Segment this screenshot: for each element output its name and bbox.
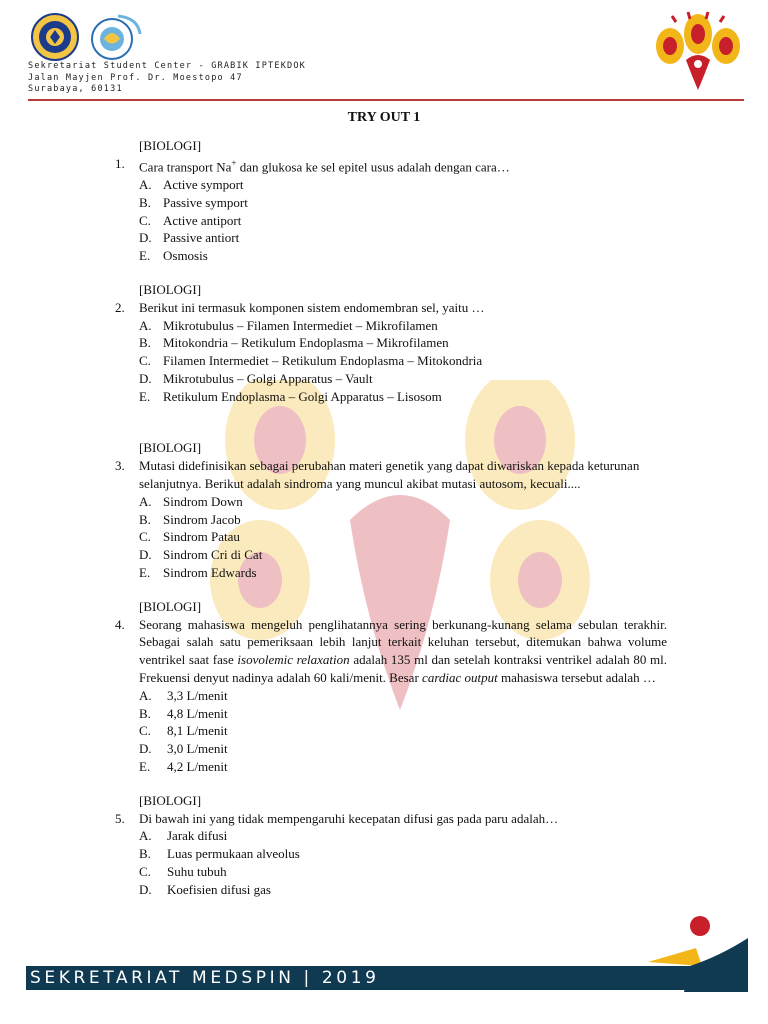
option-text: Sindrom Cri di Cat <box>163 547 263 563</box>
answer-option[interactable] <box>115 388 667 406</box>
question-text: Cara transport Na+ dan glukosa ke sel epitel usus adalah dengan cara… <box>139 157 510 175</box>
option-letter: B. <box>139 846 151 862</box>
question-number: 5. <box>115 810 125 826</box>
answer-option[interactable] <box>115 247 667 265</box>
question-block <box>115 792 667 899</box>
page-title: TRY OUT 1 <box>347 110 421 125</box>
option-letter: A. <box>139 317 152 333</box>
option-letter: C. <box>139 353 151 369</box>
subject-label: [BIOLOGI] <box>139 138 202 153</box>
question-text: Di bawah ini yang tidak mempengaruhi kecepatan difusi gas pada paru adalah… <box>139 810 559 826</box>
option-letter: B. <box>139 511 151 527</box>
answer-option[interactable] <box>115 334 667 352</box>
answer-option[interactable] <box>115 194 667 212</box>
question-block <box>115 439 667 581</box>
option-text: Filamen Intermediet – Retikulum Endoplasma – Mitokondria <box>163 353 483 369</box>
option-text: 8,1 L/menit <box>167 723 228 739</box>
question-block <box>115 281 667 406</box>
option-text: 4,8 L/menit <box>167 705 228 721</box>
address-line: Sekretariat Student Center - GRABIK IPTEKDOK <box>28 61 306 71</box>
option-letter: B. <box>139 705 151 721</box>
subject-label: [BIOLOGI] <box>139 598 202 614</box>
option-letter: D. <box>139 741 152 757</box>
option-letter: E. <box>139 759 151 775</box>
question-list <box>115 137 667 899</box>
option-text: Luas permukaan alveolus <box>167 846 300 862</box>
option-letter: D. <box>139 370 152 386</box>
option-text: Sindrom Patau <box>163 529 240 545</box>
question-number: 4. <box>115 616 125 632</box>
option-letter: C. <box>139 864 151 880</box>
answer-option[interactable] <box>115 740 667 758</box>
question-text: Mutasi didefinisikan sebagai perubahan materi genetik yang dapat diwariskan kepada keturunan selanjutnya. Berikut adalah sindroma yang muncul akibat mutasi autosom, kecuali.... <box>139 458 640 492</box>
answer-option[interactable] <box>115 863 667 881</box>
option-text: Passive symport <box>163 194 248 210</box>
answer-option[interactable] <box>115 564 667 582</box>
option-text: Jarak difusi <box>167 828 228 844</box>
option-letter: E. <box>139 248 151 264</box>
option-text: Mikrotubulus – Filamen Intermediet – Mikrofilamen <box>163 317 438 333</box>
answer-option[interactable] <box>115 176 667 194</box>
answer-option[interactable] <box>115 317 667 335</box>
option-text: Mikrotubulus – Golgi Apparatus – Vault <box>163 370 373 386</box>
answer-option[interactable] <box>115 705 667 723</box>
option-letter: E. <box>139 565 151 581</box>
subject-label: [BIOLOGI] <box>139 440 202 456</box>
answer-option[interactable] <box>115 212 667 230</box>
question-number: 1. <box>115 155 125 171</box>
answer-option[interactable] <box>115 493 667 511</box>
answer-option[interactable] <box>115 229 667 247</box>
option-text: Koefisien difusi gas <box>167 881 271 897</box>
option-letter: D. <box>139 230 152 246</box>
subject-label: [BIOLOGI] <box>139 281 202 297</box>
footer-corner-graphic-icon <box>640 910 750 992</box>
question-number: 3. <box>115 458 125 474</box>
subject-label: [BIOLOGI] <box>139 792 202 808</box>
answer-option[interactable] <box>115 758 667 776</box>
answer-option[interactable] <box>115 511 667 529</box>
option-text: Retikulum Endoplasma – Golgi Apparatus – Lisosom <box>163 388 442 404</box>
option-text: Mitokondria – Retikulum Endoplasma – Mikrofilamen <box>163 335 449 351</box>
option-letter: B. <box>139 335 151 351</box>
answer-option[interactable] <box>115 370 667 388</box>
address-line: Surabaya, 60131 <box>28 84 123 94</box>
option-letter: E. <box>139 388 151 404</box>
option-letter: A. <box>139 828 152 844</box>
address-line: Jalan Mayjen Prof. Dr. Moestopo 47 <box>28 72 243 83</box>
option-text: Suhu tubuh <box>167 864 227 880</box>
option-text: 4,2 L/menit <box>167 759 228 775</box>
answer-option[interactable] <box>115 722 667 740</box>
answer-option[interactable] <box>115 881 667 899</box>
option-letter: A. <box>139 493 152 509</box>
option-text: 3,3 L/menit <box>167 687 228 703</box>
option-letter: B. <box>139 194 151 210</box>
question-block <box>115 598 667 776</box>
option-letter: A. <box>139 176 152 192</box>
option-letter: C. <box>139 723 151 739</box>
option-letter: C. <box>139 212 151 228</box>
option-text: Sindrom Down <box>163 493 243 509</box>
question-block <box>115 137 667 265</box>
bem-seal-icon <box>88 12 144 62</box>
university-seal-icon <box>28 12 82 62</box>
option-text: Sindrom Edwards <box>163 565 257 581</box>
peacock-emblem-icon <box>652 10 744 96</box>
option-letter: D. <box>139 881 152 897</box>
option-letter: A. <box>139 687 152 703</box>
option-text: Active antiport <box>163 212 242 228</box>
footer-text: SEKRETARIAT MEDSPIN | 2019 <box>30 968 380 988</box>
option-text: Sindrom Jacob <box>163 511 241 527</box>
answer-option[interactable] <box>115 687 667 705</box>
answer-option[interactable] <box>115 827 667 845</box>
answer-option[interactable] <box>115 352 667 370</box>
option-letter: C. <box>139 529 151 545</box>
option-text: 3,0 L/menit <box>167 741 228 757</box>
answer-option[interactable] <box>115 845 667 863</box>
header-divider <box>28 99 744 101</box>
address-block <box>28 61 306 96</box>
question-text: Seorang mahasiswa mengeluh penglihatannya sering berkunang-kunang selama sebulan terakhir. Sebagai salah satu pemeriksaan lebih lanjut terkait keluhan tersebut, ditemukan bahwa volume ventrikel saat fase isovolemic relaxation adalah 135 ml dan setelah kontraksi ventrikel adalah 80 ml. Frekuensi denyut nadinya adalah 60 kali/menit. Besar cardiac output mahasiswa tersebut adalah … <box>139 616 667 686</box>
question-number: 2. <box>115 299 125 315</box>
option-letter: D. <box>139 547 152 563</box>
option-text: Passive antiort <box>163 230 240 246</box>
option-text: Osmosis <box>163 248 208 264</box>
question-text: Berikut ini termasuk komponen sistem endomembran sel, yaitu … <box>139 299 485 315</box>
option-text: Active symport <box>163 176 244 192</box>
answer-option[interactable] <box>115 528 667 546</box>
answer-option[interactable] <box>115 546 667 564</box>
